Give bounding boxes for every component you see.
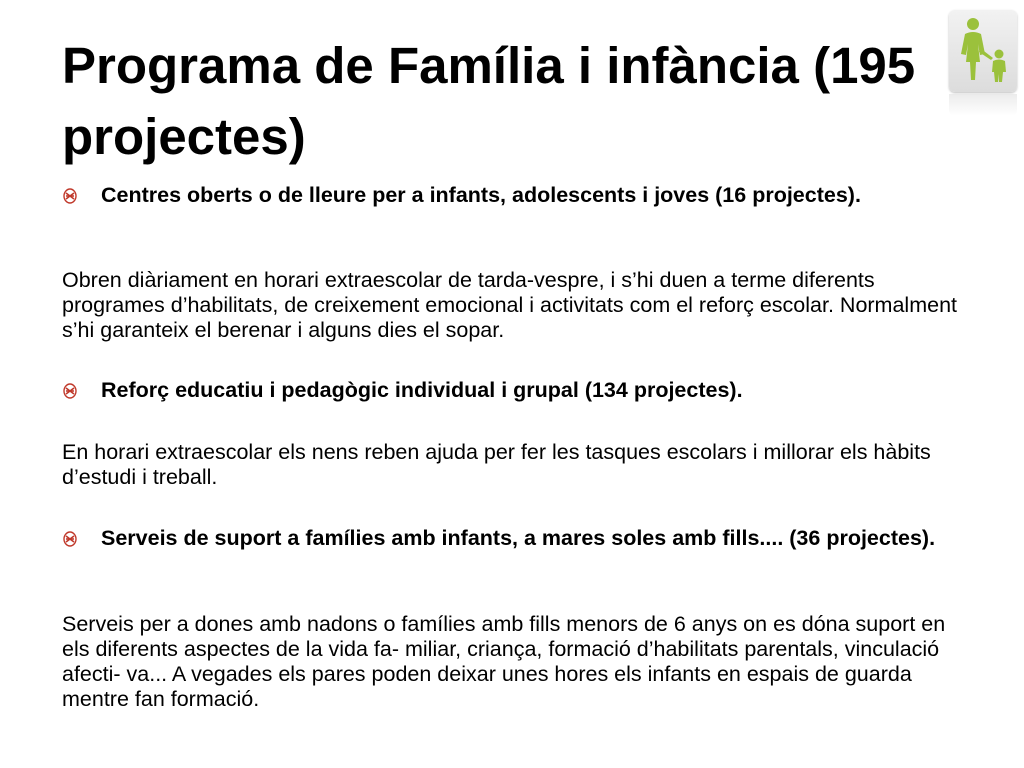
paragraph-2: En horari extraescolar els nens reben ajuda per fer les tasques escolars i millorar els hàbits d’estudi i treball. (62, 440, 931, 489)
bullet-marker-icon (62, 531, 78, 547)
bullet-marker-icon (62, 188, 78, 204)
bullet-heading: Centres oberts o de lleure per a infants, adolescents i joves (16 projectes). (101, 183, 861, 207)
paragraph-3: Serveis per a dones amb nadons o famílies amb fills menors de 6 anys on es dóna suport en els diferents aspectes de la vida fa- miliar, criança, formació d’habilitats parentals, vinculació afecti- va... A vegades els pares poden deixar unes hores els infants en espais de guarda mentre fan formació. (62, 612, 946, 711)
bullet-heading: Reforç educatiu i pedagògic individual i grupal (134 projectes). (101, 378, 743, 402)
logo-reflection (949, 94, 1017, 116)
slide-title: Programa de Família i infància (195 projectes) (62, 37, 916, 165)
bullet-item-2 (62, 378, 962, 403)
bullet-heading: Serveis de suport a famílies amb infants, a mares soles amb fills.... (36 projectes). (101, 526, 936, 550)
paragraph-1: Obren diàriament en horari extraescolar de tarda-vespre, i s’hi duen a terme diferents programes d’habilitats, de creixement emocional i activitats com el reforç escolar. Normalment s’hi garanteix el berenar i alguns dies el sopar. (62, 268, 958, 342)
bullet-item-1 (62, 183, 962, 208)
logo (949, 10, 1017, 92)
bullet-item-3 (62, 526, 962, 551)
bullet-marker-icon (62, 383, 78, 399)
mother-and-child-icon (949, 10, 1017, 92)
